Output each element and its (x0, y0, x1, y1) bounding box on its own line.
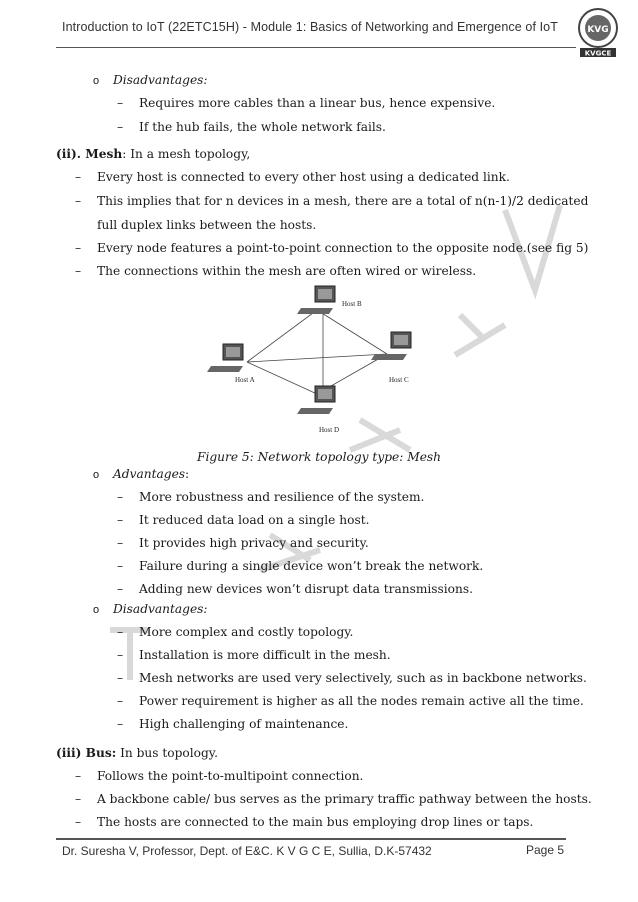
list-item: – Every node features a point-to-point connection to the opposite node.(see fig 5) (75, 241, 589, 255)
bullet-circle: o (93, 75, 100, 87)
footer-divider (56, 838, 566, 840)
page-number: Page 5 (526, 843, 565, 857)
mesh-disadvantages-heading: Disadvantages: (113, 602, 208, 616)
bullet-circle: o (93, 604, 100, 616)
link-b-c (317, 310, 387, 354)
figure-caption: Figure 5: Network topology type: Mesh (196, 450, 442, 464)
list-item: – High challenging of maintenance. (117, 717, 349, 731)
list-item: – The hosts are connected to the main bus employing drop lines or taps. (75, 815, 534, 829)
list-item: – More complex and costly topology. (117, 625, 354, 639)
link-a-b (247, 310, 317, 362)
list-item: – Failure during a single device won’t break the network. (117, 559, 484, 573)
link-a-c (247, 354, 387, 362)
list-item: – This implies that for n devices in a mesh, there are a total of n(n-1)/2 dedicated (75, 194, 589, 208)
computer-icon (371, 332, 411, 360)
mesh-heading: (ii). Mesh: In a mesh topology, (56, 147, 251, 161)
star-disadvantages-heading: Disadvantages: (113, 73, 208, 87)
list-item: – Installation is more difficult in the mesh. (117, 648, 391, 662)
list-item: – Follows the point-to-multipoint connection. (75, 769, 364, 783)
link-a-d (247, 362, 317, 394)
mesh-advantages-heading: Advantages: (113, 467, 190, 481)
computer-icon (297, 386, 335, 414)
host-d-label: Host D (319, 426, 340, 434)
mesh-topology-figure (205, 282, 435, 442)
host-a-label: Host A (235, 376, 255, 384)
list-item: – Power requirement is higher as all the nodes remain active all the time. (117, 694, 584, 708)
host-c-label: Host C (389, 376, 409, 384)
list-item: – If the hub fails, the whole network fails. (117, 120, 386, 134)
list-item-continuation: full duplex links between the hosts. (97, 218, 317, 232)
logo-text: KVGCE (584, 49, 612, 58)
list-item: – Every host is connected to every other host using a dedicated link. (75, 170, 510, 184)
list-item: – It reduced data load on a single host. (117, 513, 370, 527)
footer-author: Dr. Suresha V, Professor, Dept. of E&C. K V G C E, Sullia, D.K-57432 (62, 844, 432, 858)
list-item: – Mesh networks are used very selectively, such as in backbone networks. (117, 671, 587, 685)
header-title: Introduction to IoT (22ETC15H) - Module 1: Basics of Networking and Emergence of IoT (62, 20, 558, 34)
svg-text:KVG: KVG (587, 25, 609, 35)
list-item: – Adding new devices won’t disrupt data transmissions. (117, 582, 474, 596)
list-item: – The connections within the mesh are often wired or wireless. (75, 264, 477, 278)
host-b-label: Host B (342, 300, 362, 308)
list-item: – Requires more cables than a linear bus, hence expensive. (117, 96, 496, 110)
list-item: – More robustness and resilience of the system. (117, 490, 425, 504)
list-item: – It provides high privacy and security. (117, 536, 369, 550)
computer-icon (207, 344, 243, 372)
header-divider (56, 47, 576, 48)
list-item: – A backbone cable/ bus serves as the primary traffic pathway between the hosts. (75, 792, 592, 806)
computer-icon (297, 286, 335, 314)
bus-heading: (iii) Bus: In bus topology. (56, 746, 218, 760)
college-logo (572, 6, 624, 58)
bullet-circle: o (93, 469, 100, 481)
